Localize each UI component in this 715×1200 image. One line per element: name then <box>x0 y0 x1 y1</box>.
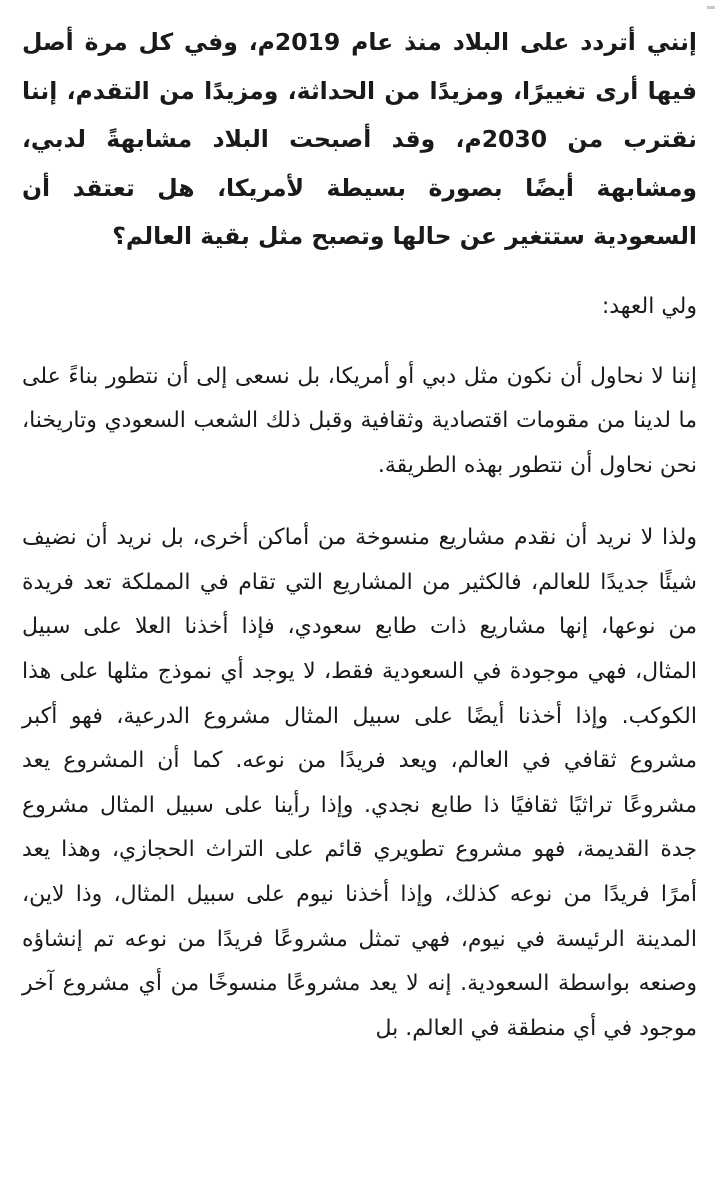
interview-question: إنني أتردد على البلاد منذ عام 2019م، وفي كل مرة أصل فيها أرى تغييرًا، ومزيدًا من الحداثة، ومزيدًا من التقدم، إننا نقترب من 2030م، وقد أصبحت البلاد مشابهةً لدبي، ومشابهة أيضًا بصورة بسيطة لأمريكا، هل تعتقد أن السعودية ستتغير عن حالها وتصبح مثل بقية العالم؟ <box>22 28 697 250</box>
answer-paragraph: إننا لا نحاول أن نكون مثل دبي أو أمريكا، بل نسعى إلى أن نتطور بناءً على ما لدينا من مقومات اقتصادية وثقافية وقبل ذلك الشعب السعودي وتاريخنا، نحن نحاول أن نتطور بهذه الطريقة. <box>22 363 697 478</box>
scroll-edge-mark <box>707 0 715 9</box>
answer-paragraph: ولذا لا نريد أن نقدم مشاريع منسوخة من أماكن أخرى، بل نريد أن نضيف شيئًا جديدًا للعالم، فالكثير من المشاريع التي تقام في المملكة تعد فريدة من نوعها، إنها مشاريع ذات طابع سعودي، فإذا أخذنا العلا على سبيل المثال، فهي موجودة في السعودية فقط، لا يوجد أي نموذج مثلها على هذا الكوكب. وإذا أخذنا أيضًا على سبيل المثال مشروع الدرعية، فهو أكبر مشروع ثقافي في العالم، ويعد فريدًا من نوعه. كما أن المشروع يعد مشروعًا تراثيًا ثقافيًا ذا طابع نجدي. وإذا رأينا على سبيل المثال مشروع جدة القديمة، فهو مشروع تطويري قائم على التراث الحجازي، وهذا يعد أمرًا فريدًا من نوعه كذلك، وإذا أخذنا نيوم على سبيل المثال، وذا لاين، المدينة الرئيسة في نيوم، فهي تمثل مشروعًا فريدًا من نوعه تم إنشاؤه وصنعه بواسطة السعودية. إنه لا يعد مشروعًا منسوخًا من أي مشروع آخر موجود في أي منطقة في العالم. بل <box>22 525 697 1041</box>
speaker-label: ولي العهد: <box>601 293 697 319</box>
